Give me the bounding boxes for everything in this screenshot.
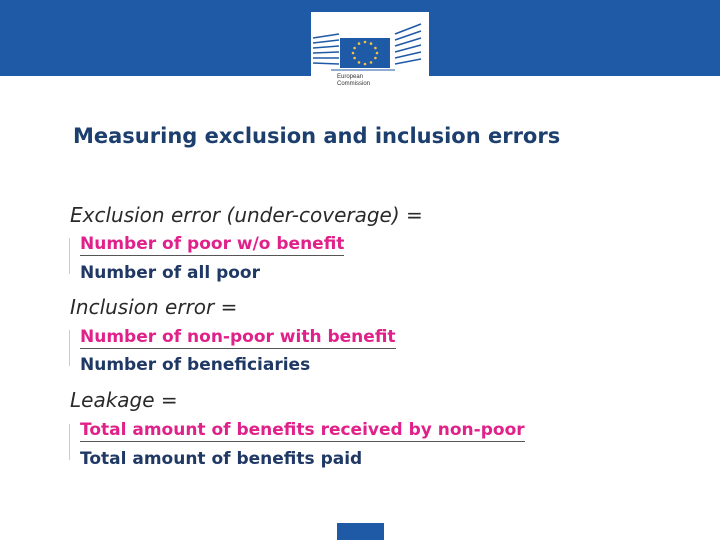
inclusion-error-term: Inclusion error =: [70, 295, 238, 319]
logo-text-line1: European: [337, 74, 364, 80]
european-commission-logo: [311, 12, 429, 100]
slide-title: Measuring exclusion and inclusion errors: [73, 124, 561, 148]
leakage-numerator: Total amount of benefits received by non-poor: [80, 420, 525, 440]
leakage-term: Leakage =: [70, 388, 178, 412]
section-divider: [69, 238, 77, 274]
section-divider: [69, 330, 77, 366]
berlaymont-building-icon: [311, 12, 429, 74]
inclusion-error-numerator: Number of non-poor with benefit: [80, 327, 396, 347]
exclusion-error-term: Exclusion error (under-coverage) =: [70, 203, 423, 227]
exclusion-error-denominator: Number of all poor: [80, 263, 260, 283]
inclusion-error-denominator: Number of beneficiaries: [80, 355, 311, 375]
leakage-denominator: Total amount of benefits paid: [80, 449, 363, 469]
logo-text-line2: Commission: [337, 81, 371, 87]
section-divider: [69, 424, 77, 460]
footer-mark: [337, 523, 384, 540]
exclusion-error-numerator: Number of poor w/o benefit: [80, 234, 345, 254]
logo-text: [337, 74, 370, 88]
